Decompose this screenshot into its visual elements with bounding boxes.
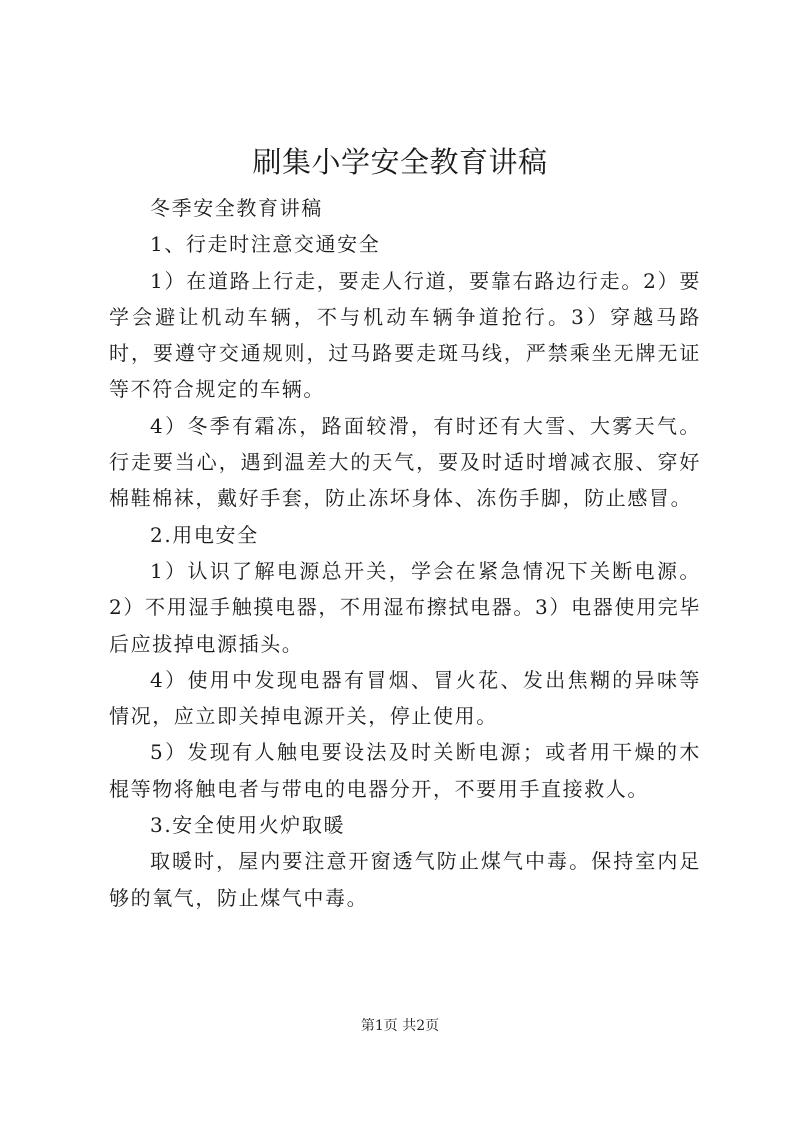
section-heading-traffic: 1、行走时注意交通安全 [150,232,381,257]
paragraph: 1）在道路上行走，要走人行道，要靠右路边行走。2）要学会避让机动车辆，不与机动车辆争道抢行。3）穿越马路时，要遵守交通规则，过马路要走斑马线，严禁乘坐无牌无证等不符合规定的车辆。 [109,268,701,402]
paragraph: 取暖时，屋内要注意开窗透气防止煤气中毒。保持室内足够的氧气，防止煤气中毒。 [109,849,701,910]
paragraph-subtitle: 冬季安全教育讲稿 [150,196,323,220]
document-body [109,190,701,916]
document-title: 刷集小学安全教育讲稿 [252,145,548,179]
paragraph: 4）冬季有霜冻，路面较滑，有时还有大雪、大雾天气。行走要当心，遇到温差大的天气，要及时适时增减衣服、穿好棉鞋棉袜，戴好手套，防止冻坏身体、冻伤手脚，防止感冒。 [109,413,701,511]
paragraph: 5）发现有人触电要设法及时关断电源；或者用干燥的木棍等物将触电者与带电的电器分开，不要用手直接救人。 [109,740,701,801]
paragraph: 1）认识了解电源总开关，学会在紧急情况下关断电源。2）不用湿手触摸电器，不用湿布擦拭电器。3）电器使用完毕后应拔掉电源插头。 [109,558,701,656]
page-footer: 第1页 共2页 [360,1018,440,1034]
paragraph: 4）使用中发现电器有冒烟、冒火花、发出焦糊的异味等情况，应立即关掉电源开关，停止使用。 [109,667,701,729]
section-heading-electricity: 2.用电安全 [150,522,259,547]
section-heading-heating: 3.安全使用火炉取暖 [150,813,346,838]
